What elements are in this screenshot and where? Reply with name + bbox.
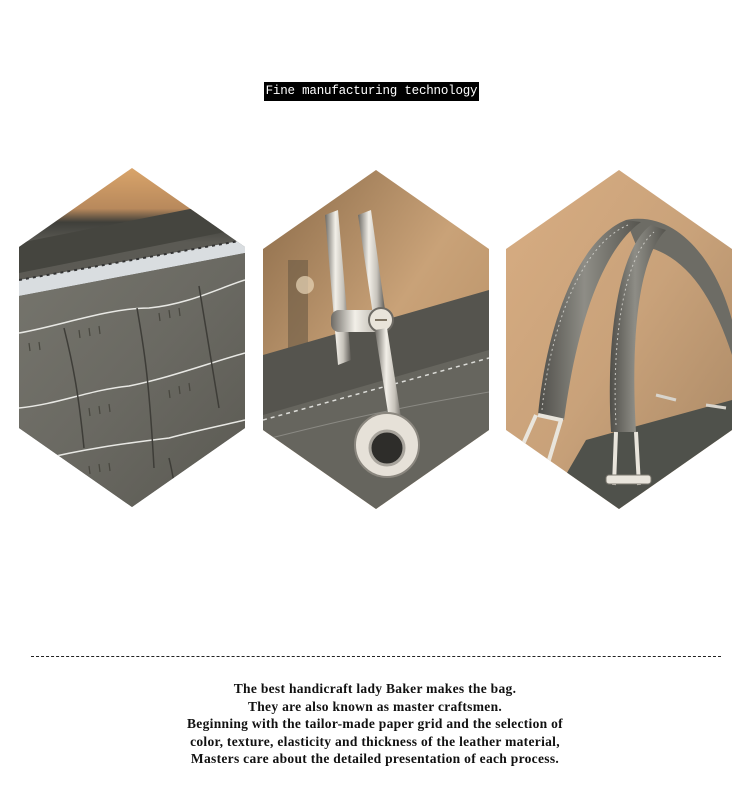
dashed-divider — [31, 656, 721, 657]
clasp-icon — [263, 170, 489, 509]
description-line: color, texture, elasticity and thickness of the leather material, — [190, 733, 560, 749]
description-line: Beginning with the tailor-made paper grid and the selection of — [187, 716, 563, 732]
leather-texture-icon — [19, 168, 245, 507]
description-line: Masters care about the detailed presentation of each process. — [190, 751, 560, 767]
leather-texture-image — [19, 168, 245, 507]
description-line: They are also known as master craftsmen. — [247, 698, 503, 714]
description-block — [100, 680, 650, 768]
handle-image — [506, 170, 732, 509]
description-line: The best handicraft lady Baker makes the bag. — [233, 681, 517, 696]
section-title-tag: Fine manufacturing technology — [264, 82, 479, 101]
handle-icon — [506, 170, 732, 509]
hardware-clasp-image — [263, 170, 489, 509]
